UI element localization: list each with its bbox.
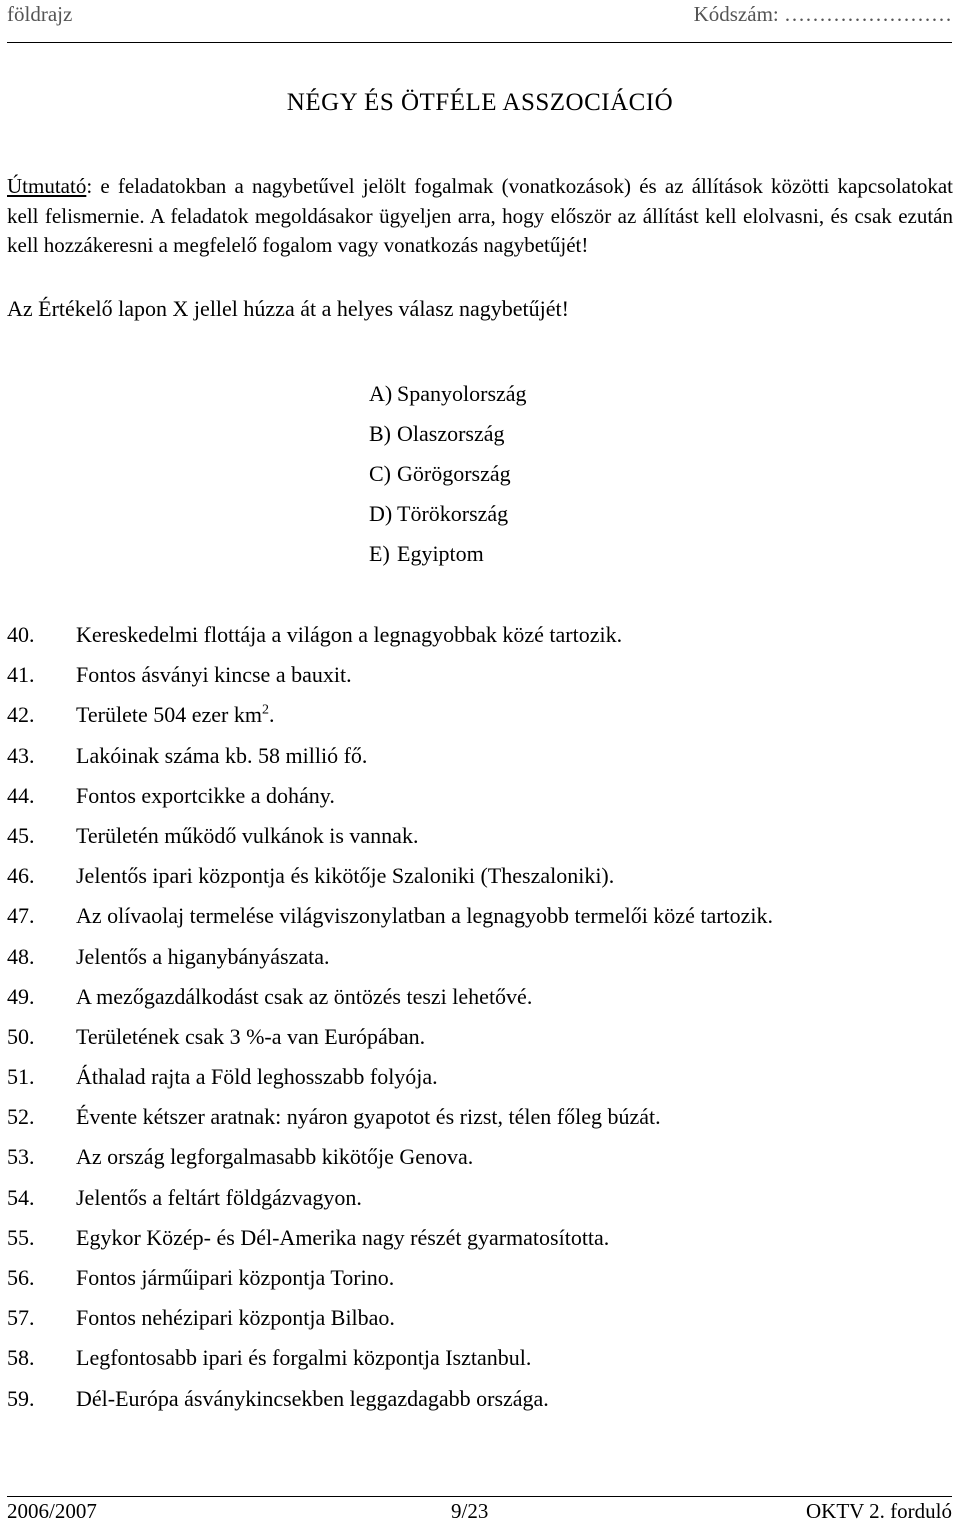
question-text: Fontos nehézipari központja Bilbao. (76, 1305, 395, 1331)
question-number: 58. (7, 1345, 35, 1371)
question-text: Jelentős a higanybányászata. (76, 943, 330, 969)
question-text: A mezőgazdálkodást csak az öntözés teszi lehetővé. (76, 983, 533, 1009)
superscript: 2 (261, 703, 269, 719)
option-letter: C) (369, 461, 391, 486)
page-footer (7, 1499, 952, 1523)
question-list (7, 619, 773, 1423)
question-text: Jelentős ipari központja és kikötője Szaloniki (Theszaloniki). (76, 863, 615, 889)
option-list (369, 378, 527, 578)
footer-event: OKTV 2. forduló (805, 1499, 952, 1523)
option-item (369, 498, 527, 538)
question-item (7, 1021, 773, 1061)
footer-year: 2006/2007 (7, 1499, 97, 1523)
question-text: Lakóinak száma kb. 58 millió fő. (76, 742, 368, 768)
option-letter: A) (369, 381, 393, 406)
page-number: 9/23 (451, 1499, 489, 1523)
question-text: Fontos ásványi kincse a bauxit. (76, 662, 352, 688)
question-item (7, 619, 773, 659)
question-item (7, 860, 773, 900)
question-item (7, 900, 773, 940)
question-number: 54. (7, 1184, 35, 1210)
question-number: 56. (7, 1265, 35, 1290)
question-number: 50. (7, 1023, 35, 1049)
option-item (369, 538, 527, 578)
option-letter: B) (369, 421, 391, 446)
option-item (369, 418, 527, 458)
question-number: 46. (7, 863, 35, 889)
question-number: 53. (7, 1144, 35, 1170)
question-text: Fontos járműipari központja Torino. (76, 1265, 395, 1290)
question-text: Fontos exportcikke a dohány. (76, 782, 335, 808)
question-item (7, 981, 773, 1021)
instructions-second: Az Értékelő lapon X jellel húzza át a helyes válasz nagybetűjét! (7, 296, 569, 321)
question-text: Jelentős a feltárt földgázvagyon. (76, 1184, 362, 1210)
question-number: 59. (7, 1385, 35, 1411)
question-number: 45. (7, 822, 35, 848)
option-letter: D) (369, 501, 393, 526)
question-item (7, 1182, 773, 1222)
question-text: Legfontosabb ipari és forgalmi központja Isztanbul. (76, 1345, 532, 1371)
header-divider (7, 42, 952, 43)
question-item (7, 1061, 773, 1101)
question-number: 51. (7, 1064, 35, 1090)
question-item (7, 1141, 773, 1181)
question-item (7, 699, 773, 739)
question-number: 44. (7, 782, 35, 808)
question-text: Kereskedelmi flottája a világon a legnagyobbak közé tartozik. (76, 622, 623, 647)
option-text: Görögország (397, 461, 511, 486)
question-number: 47. (7, 903, 35, 929)
page-title: NÉGY ÉS ÖTFÉLE ASSZOCIÁCIÓ (286, 89, 674, 116)
question-item (7, 1342, 773, 1382)
question-number: 57. (7, 1305, 35, 1331)
option-item (369, 458, 527, 498)
option-text: Spanyolország (397, 381, 527, 406)
question-text: Az ország legforgalmasabb kikötője Genova. (76, 1144, 474, 1170)
question-text: Évente kétszer aratnak: nyáron gyapotot és rizst, télen főleg búzát. (76, 1104, 661, 1130)
question-text: Területén működő vulkánok is vannak. (76, 822, 419, 848)
instructions (7, 172, 953, 261)
question-item (7, 1262, 773, 1302)
footer-divider (7, 1496, 952, 1497)
question-number: 41. (7, 662, 35, 688)
option-letter: E) (369, 541, 390, 566)
question-item (7, 1222, 773, 1262)
question-item (7, 941, 773, 981)
question-number: 49. (7, 983, 35, 1009)
instructions-label: Útmutató (7, 174, 87, 198)
question-text: Területének csak 3 %-a van Európában. (76, 1023, 426, 1049)
option-item (369, 378, 527, 418)
question-item (7, 1302, 773, 1342)
question-number: 55. (7, 1224, 35, 1250)
option-text: Törökország (397, 501, 509, 526)
question-number: 43. (7, 742, 35, 768)
question-item (7, 740, 773, 780)
question-number: 48. (7, 943, 35, 969)
question-item (7, 659, 773, 699)
question-number: 42. (7, 702, 35, 728)
code-label: Kódszám: …………………… (693, 2, 952, 26)
question-item (7, 820, 773, 860)
question-text-end: . (268, 702, 275, 728)
question-text: Az olívaolaj termelése világviszonylatban a legnagyobb termelői közé tartozik. (76, 903, 774, 929)
question-item (7, 1383, 773, 1423)
page-header (7, 0, 952, 40)
question-item (7, 780, 773, 820)
question-text: Dél-Európa ásványkincsekben leggazdagabb országa. (76, 1385, 549, 1411)
question-item (7, 1101, 773, 1141)
instructions-text: : e feladatokban a nagybetűvel jelölt fogalmak (vonatkozások) és az állítások közötti kapcsolatokat kell felismernie. A feladatok megoldásakor ügyeljen arra, hogy először az állítást kell elolvasni, és csak ezután kell hozzákeresni a megfelelő fogalom vagy vonatkozás nagybetűjét! (7, 174, 953, 258)
question-text: Áthalad rajta a Föld leghosszabb folyója. (76, 1064, 438, 1090)
question-text: Területe 504 ezer km (76, 702, 262, 728)
subject-label: földrajz (7, 2, 73, 26)
option-text: Egyiptom (397, 541, 484, 566)
question-number: 40. (7, 622, 35, 647)
option-text: Olaszország (397, 421, 505, 446)
question-text: Egykor Közép- és Dél-Amerika nagy részét gyarmatosította. (76, 1224, 610, 1250)
question-number: 52. (7, 1104, 35, 1130)
